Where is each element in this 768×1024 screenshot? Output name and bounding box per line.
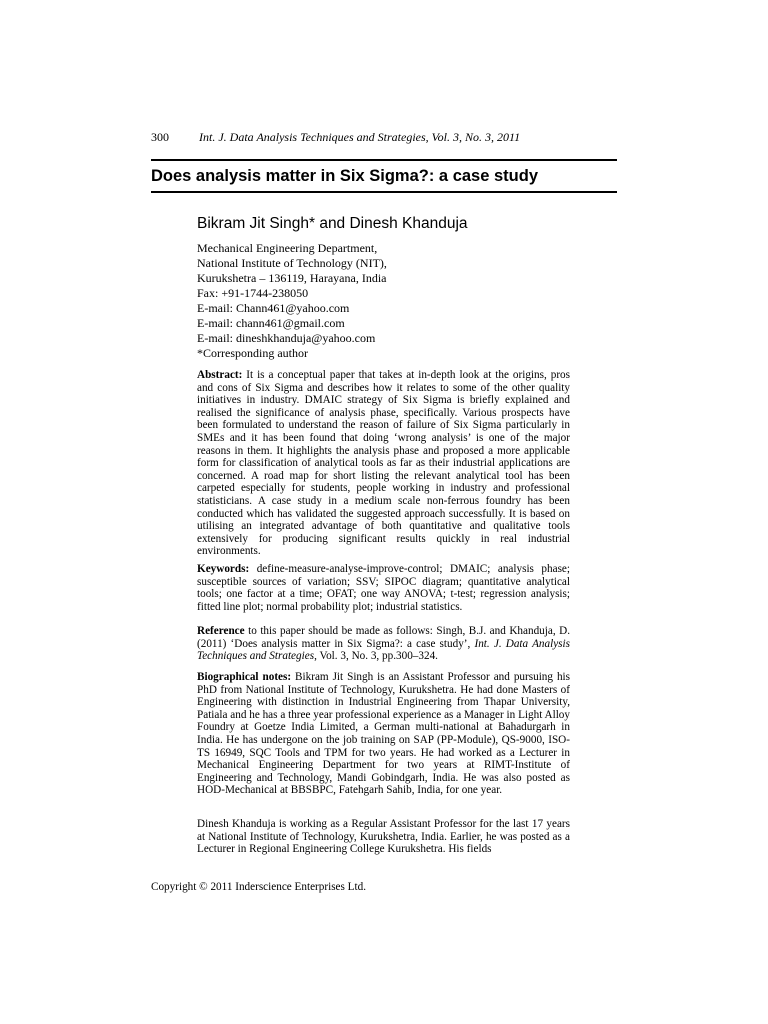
reference-label: Reference <box>197 625 245 637</box>
reference-journal: Int. J. Data Analysis Techniques and Strategies <box>197 637 570 663</box>
running-head <box>151 129 621 145</box>
affiliation-department: Mechanical Engineering Department, <box>197 241 378 255</box>
paper-title: Does analysis matter in Six Sigma?: a case study <box>151 167 538 185</box>
affiliation-email-2: E-mail: chann461@gmail.com <box>197 316 345 330</box>
affiliation-address: Kurukshetra – 136119, Harayana, India <box>197 271 387 285</box>
abstract-label: Abstract: <box>197 369 243 381</box>
keywords-text: define-measure-analyse-improve-control; DMAIC; analysis phase; susceptible sources of variation; SSV; SIPOC diagram; quantitative analytical tools; one factor at a time; OFAT; one way ANOVA; t-test; regression analysis; fitted line plot; normal probability plot; industrial statistics. <box>197 563 570 613</box>
keywords-label: Keywords: <box>197 563 250 575</box>
reference-note <box>197 625 570 663</box>
bio-khanduja <box>197 818 570 856</box>
affiliation-fax: Fax: +91-1744-238050 <box>197 286 309 300</box>
keywords <box>197 563 570 613</box>
author-names: Bikram Jit Singh* and Dinesh Khanduja <box>197 215 468 232</box>
page-number: 300 <box>151 130 169 144</box>
bio-text-singh: Bikram Jit Singh is an Assistant Professor and pursuing his PhD from National Institute of Technology, Kurukshetra. He had done Masters of Engineering with distinction in Industrial Engineering from Thapar University, Patiala and he has a three year professional experience as a Manager in Light Alloy Foundry at Goetze India Limited, a German multi-national at Bahadurgarh in India. He has undergone on the job training on SAP (PP-Module), QS-9000, ISO-TS 16949, SQC Tools and TPM for two years. He had worked as a Lecturer in Mechanical Engineering Department for two years at RIMT-Institute of Engineering and Technology, Mandi Gobindgarh, India. He was also posted as HOD-Mechanical at BBSBPC, Fatehgarh Sahib, India, for one year. <box>197 671 571 797</box>
affiliation-email-1: E-mail: Chann461@yahoo.com <box>197 301 350 315</box>
bio-label: Biographical notes: <box>197 671 292 683</box>
reference-text: to this paper should be made as follows: Singh, B.J. and Khanduja, D. (2011) ‘Does analysis matter in Six Sigma?: a case study’, <box>197 625 570 650</box>
journal-citation: Int. J. Data Analysis Techniques and Strategies, Vol. 3, No. 3, 2011 <box>199 130 521 144</box>
copyright-notice: Copyright © 2011 Inderscience Enterprises Ltd. <box>151 881 366 893</box>
bio-text-khanduja: Dinesh Khanduja is working as a Regular Assistant Professor for the last 17 years at National Institute of Technology, Kurukshetra, India. Earlier, he was posted as a Lecturer in Regional Engineering College Kurukshetra. His fields <box>197 818 570 856</box>
abstract <box>197 369 570 558</box>
corresponding-author-note: *Corresponding author <box>197 346 308 360</box>
reference-volume: , Vol. 3, No. 3, pp.300–324. <box>314 650 438 663</box>
title-rule-top <box>151 159 617 161</box>
affiliation-institute: National Institute of Technology (NIT), <box>197 256 387 270</box>
affiliation-email-3: E-mail: dineshkhanduja@yahoo.com <box>197 331 376 345</box>
affiliation-block <box>197 241 577 361</box>
abstract-text: It is a conceptual paper that takes at in-depth look at the origins, pros and cons of Six Sigma and describes how it relates to some of the other quality initiatives in industry. DMAIC strategy of Six Sigma is briefly explained and realised the significance of analysis phase, specifically. Various prospects have been formulated to understand the reason of failure of Six Sigma particularly in SMEs and it has been found that doing ‘wrong analysis’ is one of the major reasons in them. It highlights the analysis phase and proposed a more applicable form for classification of analytical tools as far as their industrial applications are concerned. A road map for short listing the relevant analytical tool has been carpeted especially for students, people working in industry and professional statisticians. A case study in a medium scale non-ferrous foundry has been conducted which has validated the suggested approach successfully. It is based on utilising an integrated advantage of both quantitative and qualitative tools extensively for producing significant results quickly in real industrial environments. <box>197 369 570 558</box>
biographical-notes <box>197 671 570 797</box>
title-rule-bottom <box>151 191 617 193</box>
